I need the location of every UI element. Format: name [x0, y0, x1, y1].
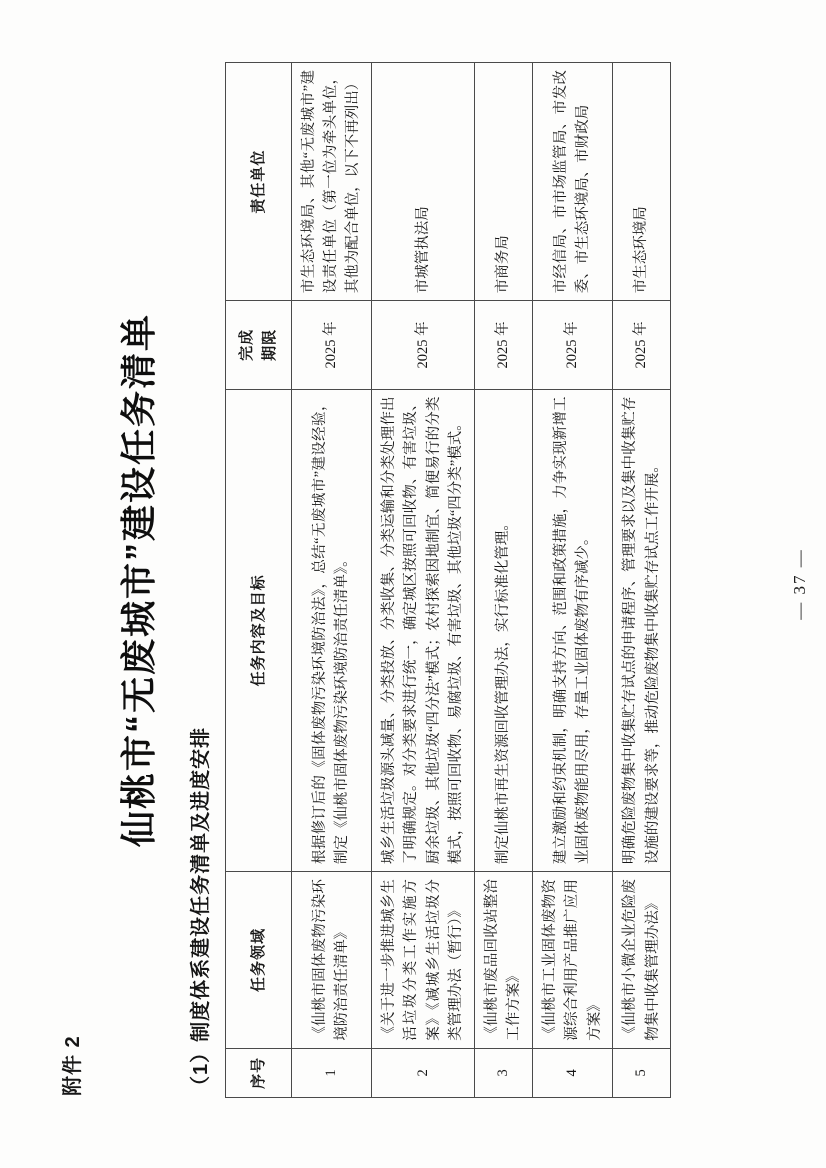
cell-due: 2025 年 — [371, 301, 474, 389]
cell-no: 3 — [474, 1048, 532, 1097]
column-header-area: 任务领域 — [226, 872, 292, 1049]
table-header-row — [226, 63, 292, 1098]
cell-content: 明确危险废物集中收集贮存试点的申请程序、管理要求以及集中收集贮存设施的建设要求等，推动危险废物集中收集贮存试点工作开展。 — [613, 389, 671, 872]
cell-unit: 市生态环境局 — [613, 63, 671, 301]
table-row — [613, 63, 671, 1098]
cell-unit: 市生态环境局、其他“无废城市”建设责任单位（第一位为牵头单位，其他为配合单位，以下不再列出） — [291, 63, 371, 301]
cell-area: 《仙桃市工业固体废物资源综合利用产品推广应用方案》 — [532, 872, 612, 1049]
cell-due: 2025 年 — [532, 301, 612, 389]
cell-area: 《关于进一步推进城乡生活垃圾分类工作实施方案》《减城乡生活垃圾分类管理办法（暂行）》 — [371, 872, 474, 1049]
cell-content: 建立激励和约束机制，明确支持方向、范围和政策措施，力争实现新增工业固体废物能用尽用，存量工业固体废物有序减少。 — [532, 389, 612, 872]
cell-content: 制定仙桃市再生资源回收管理办法，实行标准化管理。 — [474, 389, 532, 872]
cell-content: 根据修订后的《固体废物污染环境防治法》，总结“无废城市”建设经验，制定《仙桃市固体废物污染环境防治责任清单》。 — [291, 389, 371, 872]
cell-area: 《仙桃市固体废物污染环境防治责任清单》 — [291, 872, 371, 1049]
cell-unit: 市城管执法局 — [371, 63, 474, 301]
cell-due: 2025 年 — [474, 301, 532, 389]
column-header-unit: 责任单位 — [226, 63, 292, 301]
task-list-table — [225, 62, 671, 1098]
column-header-due-line2: 期限 — [261, 328, 279, 361]
column-header-due-line1: 完成 — [238, 328, 255, 361]
cell-due: 2025 年 — [291, 301, 371, 389]
table-body — [291, 63, 671, 1098]
table-row — [532, 63, 612, 1098]
column-header-content: 任务内容及目标 — [226, 389, 292, 872]
cell-area: 《仙桃市废品回收站整治工作方案》 — [474, 872, 532, 1049]
cell-no: 1 — [291, 1048, 371, 1097]
cell-unit: 市商务局 — [474, 63, 532, 301]
attachment-label: 附件 2 — [62, 1035, 84, 1096]
cell-due: 2025 年 — [613, 301, 671, 389]
cell-unit: 市经信局、市市场监管局、市发改委、市生态环境局、市财政局 — [532, 63, 612, 301]
cell-area: 《仙桃市小微企业危险废物集中收集管理办法》 — [613, 872, 671, 1049]
page-number: — 37 — — [790, 548, 809, 620]
cell-no: 2 — [371, 1048, 474, 1097]
cell-content: 城乡生活垃圾源头减量、分类投放、分类收集、分类运输和分类处理作出了明确规定。对分类要求进行统一，确定城区按照可回收物、有害垃圾、厨余垃圾、其他垃圾“四分法”模式；农村探索因地制宜、简便易行的分类模式，按照可回收物、易腐垃圾、有害垃圾、其他垃圾“四分类”模式。 — [371, 389, 474, 872]
table-row — [474, 63, 532, 1098]
page-title: 仙桃市“无废城市”建设任务清单 — [118, 313, 159, 848]
cell-no: 4 — [532, 1048, 612, 1097]
section-title: （1）制度体系建设任务清单及进度安排 — [190, 726, 212, 1096]
cell-no: 5 — [613, 1048, 671, 1097]
column-header-due — [226, 301, 292, 389]
table-row — [371, 63, 474, 1098]
table-row — [291, 63, 371, 1098]
column-header-no: 序号 — [226, 1048, 292, 1097]
